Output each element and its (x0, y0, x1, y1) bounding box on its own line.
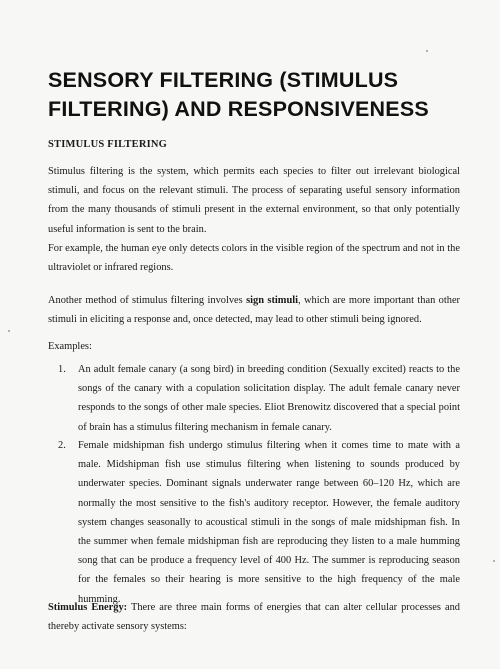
scan-speck (8, 330, 10, 332)
list-number: 2. (58, 440, 66, 451)
examples-list-2 (48, 436, 460, 609)
stimulus-energy-term: Stimulus Energy: (48, 602, 128, 613)
paragraph-stimulus-energy (48, 598, 460, 636)
examples-list-1 (48, 360, 460, 437)
list-item-text: An adult female canary (a song bird) in breeding condition (Sexually excited) reacts to the songs of the canary with a copulation solicitation display. The adult female canary never responds to the songs of other male species. Eliot Brenowitz discovered that a special point of brain has a stimulus filtering mechanism in female canary. (78, 364, 460, 433)
sign-stimuli-term: sign stimuli (246, 295, 299, 306)
list-number: 1. (58, 364, 66, 375)
energy-text: There are three main forms of energies that can alter cellular processes and thereby activate sensory systems: (48, 602, 460, 633)
paragraph-definition: Stimulus filtering is the system, which permits each species to filter out irrelevant biological stimuli, and focus on the relevant stimuli. The process of separating useful sensory information from the many thousands of stimuli present in the external environment, so that only potentially useful information is sent to the brain. (48, 166, 460, 235)
list-item (48, 360, 460, 437)
page-title: SENSORY FILTERING (STIMULUS FILTERING) AND RESPONSIVENESS (48, 68, 429, 121)
list-item-text: Female midshipman fish undergo stimulus filtering when it comes time to mate with a male. Midshipman fish use stimulus filtering when listening to sounds produced by underwater species. Dominant signals underwater range between 60–120 Hz, which are normally the most sensitive to the fish's auditory receptor. However, the female auditory system changes seasonally to acoustical stimuli in the songs of male midshipman fish. In the summer when female midshipman fish are reproducing they listen to a male humming song that can be produce a frequency level of 400 Hz. The summer is reproducing season for the females so their hearing is more sensitive to the high frequency of the male humming. (78, 440, 460, 605)
list-item (48, 436, 460, 609)
scan-speck (493, 560, 495, 562)
paragraph-sign-stimuli (48, 291, 460, 329)
scan-speck (426, 50, 428, 52)
paragraph-example: For example, the human eye only detects colors in the visible region of the spectrum and not in the ultraviolet or infrared regions. (48, 243, 460, 274)
section-heading: STIMULUS FILTERING (48, 139, 168, 150)
examples-label: Examples: (48, 341, 92, 352)
p3-text-after: , which are more important than other stimuli in eliciting a response and, once detected, may lead to other stimuli being ignored. (48, 295, 461, 326)
p3-text-before: Another method of stimulus filtering involves (48, 295, 247, 306)
